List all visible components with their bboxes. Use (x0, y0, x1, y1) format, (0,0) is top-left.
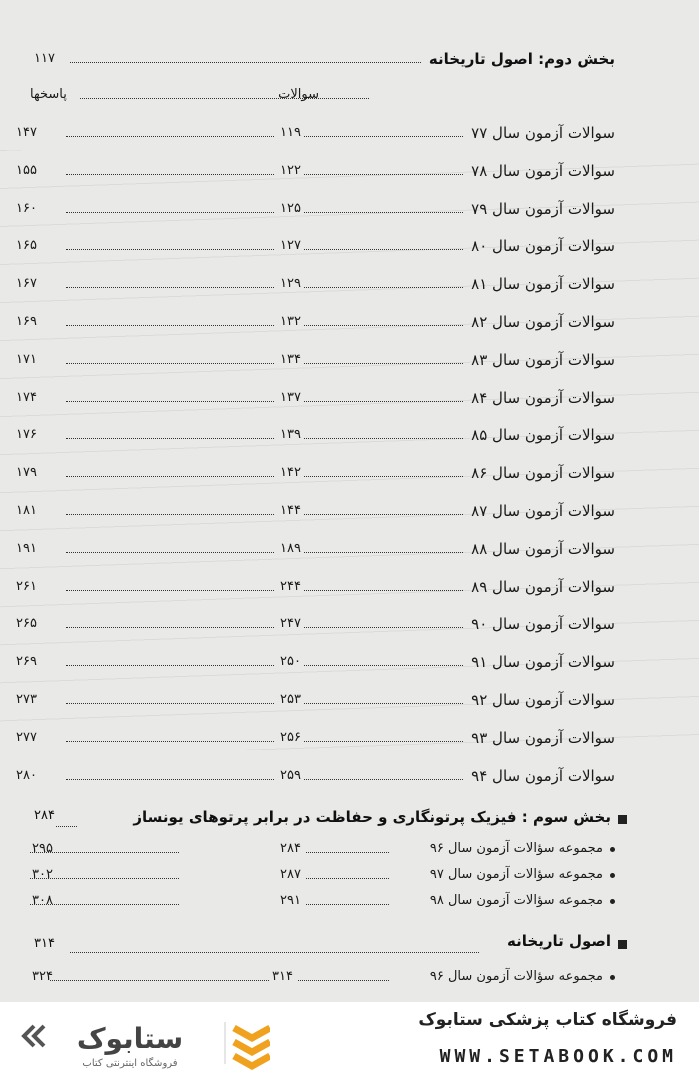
leader-dots (304, 438, 463, 439)
leader-dots (298, 980, 389, 981)
question-page: ۳۱۴ (272, 969, 293, 984)
leader-dots (66, 438, 274, 439)
answer-page: ۱۶۰ (16, 200, 37, 216)
leader-dots (66, 552, 274, 553)
question-page: ۲۸۴ (280, 841, 301, 856)
double-chevron-icon (24, 1026, 44, 1046)
leader-dots (66, 703, 274, 704)
answer-page: ۱۹۱ (16, 540, 37, 556)
leader-dots (304, 514, 463, 515)
dot-bullet-icon (610, 899, 615, 904)
question-page: ۱۲۷ (280, 238, 301, 254)
question-page: ۲۵۹ (280, 767, 301, 783)
exam-row (0, 307, 699, 337)
question-page: ۱۳۹ (280, 427, 301, 443)
answer-page: ۲۶۵ (16, 616, 37, 632)
entry-label: سوالات آزمون سال ۹۴ (471, 766, 615, 785)
col-questions-header: سوالات (278, 87, 319, 102)
leader-dots (50, 980, 269, 981)
section4-page: ۳۱۴ (34, 936, 55, 951)
entry-label: مجموعه سؤالات آزمون سال ۹۶ (429, 841, 603, 856)
question-page: ۲۵۳ (280, 692, 301, 707)
question-page: ۱۳۲ (280, 314, 301, 329)
answer-page: ۱۶۹ (16, 314, 37, 329)
question-page: ۲۴۷ (280, 616, 301, 632)
question-page: ۱۲۲ (280, 162, 301, 178)
entry-label: سوالات آزمون سال ۸۹ (471, 577, 615, 596)
entry-label: سوالات آزمون سال ۸۳ (471, 350, 615, 369)
exam-row (0, 496, 699, 526)
answer-page: ۱۷۶ (16, 427, 37, 443)
answer-page: ۱۷۱ (16, 351, 37, 367)
leader-dots (66, 287, 274, 288)
question-page: ۱۴۲ (280, 465, 301, 481)
leader-dots (304, 665, 463, 666)
leader-dots (304, 703, 463, 704)
leader-dots (80, 98, 369, 99)
entry-label: سوالات آزمون سال ۸۴ (471, 388, 615, 407)
section4-row (0, 962, 699, 992)
store-footer (0, 1002, 699, 1080)
leader-dots (306, 878, 389, 879)
answer-page: ۱۵۵ (16, 162, 37, 178)
leader-dots (70, 62, 421, 63)
answer-page: ۳۲۴ (32, 969, 53, 984)
exam-row (0, 685, 699, 715)
square-bullet-icon (618, 815, 627, 824)
section2-page: ۱۱۷ (34, 51, 55, 66)
exam-row (0, 231, 699, 261)
exam-row (0, 345, 699, 375)
leader-dots (66, 476, 274, 477)
entry-label: سوالات آزمون سال ۸۷ (471, 502, 615, 520)
logo-tagline: فروشگاه اینترنتی کتاب (82, 1058, 178, 1069)
leader-dots (304, 363, 463, 364)
entry-label: سوالات آزمون سال ۸۸ (471, 539, 615, 558)
question-page: ۱۲۹ (280, 276, 301, 292)
leader-dots (306, 852, 389, 853)
question-page: ۱۸۹ (280, 540, 301, 556)
dot-bullet-icon (610, 847, 615, 852)
leader-dots (304, 476, 463, 477)
dot-bullet-icon (610, 975, 615, 980)
exam-row (0, 723, 699, 753)
answer-page: ۱۶۷ (16, 276, 37, 292)
entry-label: سوالات آزمون سال ۸۰ (471, 237, 615, 256)
section2-heading (0, 44, 699, 74)
exam-row (0, 383, 699, 413)
chevron-icon (234, 1028, 270, 1066)
section3-page: ۲۸۴ (34, 808, 55, 823)
entry-label: سوالات آزمون سال ۸۵ (471, 426, 615, 445)
exam-row (0, 118, 699, 148)
setabook-logo[interactable] (20, 1014, 270, 1070)
entry-label: سوالات آزمون سال ۹۱ (471, 653, 615, 672)
leader-dots (56, 826, 77, 827)
answer-page: ۳۰۲ (32, 867, 53, 882)
logo-wordmark: ستابوک (76, 1022, 184, 1055)
leader-dots (66, 627, 274, 628)
exam-row (0, 572, 699, 602)
question-page: ۲۹۱ (280, 893, 301, 908)
store-url[interactable]: WWW.SETABOOK.COM (439, 1046, 677, 1067)
leader-dots (304, 174, 463, 175)
leader-dots (304, 136, 463, 137)
dot-bullet-icon (610, 873, 615, 878)
answer-page: ۲۹۵ (32, 841, 53, 856)
leader-dots (66, 514, 274, 515)
leader-dots (66, 590, 274, 591)
leader-dots (304, 325, 463, 326)
entry-label: سوالات آزمون سال ۷۷ (471, 124, 615, 142)
square-bullet-icon (618, 940, 627, 949)
exam-row (0, 194, 699, 224)
question-page: ۱۳۴ (280, 351, 301, 367)
exam-row (0, 269, 699, 299)
entry-label: سوالات آزمون سال ۸۱ (471, 275, 615, 294)
question-page: ۲۸۷ (280, 867, 301, 882)
entry-label: سوالات آزمون سال ۹۰ (471, 615, 615, 634)
answer-page: ۱۸۱ (16, 503, 37, 518)
column-headers (0, 80, 699, 110)
answer-page: ۲۷۷ (16, 729, 37, 745)
entry-label: سوالات آزمون سال ۸۲ (471, 313, 615, 331)
leader-dots (66, 136, 274, 137)
question-page: ۱۱۹ (280, 125, 301, 140)
store-name: فروشگاه کتاب پزشکی ستابوک (418, 1010, 677, 1030)
leader-dots (304, 779, 463, 780)
entry-label: سوالات آزمون سال ۹۲ (471, 691, 615, 709)
question-page: ۱۳۷ (280, 389, 301, 405)
leader-dots (306, 904, 389, 905)
answer-page: ۲۷۳ (16, 692, 37, 707)
leader-dots (66, 779, 274, 780)
leader-dots (304, 212, 463, 213)
answer-page: ۱۴۷ (16, 125, 37, 140)
entry-label: سوالات آزمون سال ۷۸ (471, 161, 615, 180)
answer-page: ۲۶۱ (16, 578, 37, 594)
question-page: ۱۲۵ (280, 200, 301, 216)
exam-row (0, 761, 699, 791)
leader-dots (66, 401, 274, 402)
leader-dots (70, 952, 479, 953)
answer-page: ۲۶۹ (16, 654, 37, 670)
leader-dots (304, 741, 463, 742)
question-page: ۱۴۴ (280, 503, 301, 518)
leader-dots (66, 174, 274, 175)
leader-dots (66, 741, 274, 742)
exam-row (0, 458, 699, 488)
question-page: ۲۵۰ (280, 654, 301, 670)
exam-row (0, 420, 699, 450)
entry-label: مجموعه سؤالات آزمون سال ۹۶ (429, 969, 603, 984)
section3-row (0, 886, 699, 916)
leader-dots (66, 363, 274, 364)
question-page: ۲۴۴ (280, 578, 301, 594)
exam-row (0, 156, 699, 186)
entry-label: مجموعه سؤالات آزمون سال ۹۸ (429, 893, 603, 908)
leader-dots (304, 287, 463, 288)
answer-page: ۱۶۵ (16, 238, 37, 254)
leader-dots (66, 249, 274, 250)
exam-row (0, 534, 699, 564)
section3-title: بخش سوم : فیزیک پرتونگاری و حفاظت در برابر پرتوهای یونساز (133, 808, 611, 826)
answer-page: ۱۷۴ (16, 389, 37, 405)
section4-title: اصول تاریخانه (507, 932, 611, 950)
leader-dots (66, 212, 274, 213)
exam-row (0, 647, 699, 677)
section2-title: بخش دوم: اصول تاریخانه (428, 50, 615, 68)
leader-dots (304, 552, 463, 553)
entry-label: مجموعه سؤالات آزمون سال ۹۷ (429, 867, 603, 882)
leader-dots (66, 665, 274, 666)
answer-page: ۲۸۰ (16, 767, 37, 783)
leader-dots (304, 627, 463, 628)
answer-page: ۳۰۸ (32, 893, 53, 908)
col-answers-header: پاسخها (30, 87, 67, 102)
leader-dots (66, 325, 274, 326)
leader-dots (304, 249, 463, 250)
answer-page: ۱۷۹ (16, 465, 37, 481)
entry-label: سوالات آزمون سال ۷۹ (471, 199, 615, 218)
exam-row (0, 609, 699, 639)
leader-dots (304, 401, 463, 402)
leader-dots (304, 590, 463, 591)
question-page: ۲۵۶ (280, 729, 301, 745)
entry-label: سوالات آزمون سال ۹۳ (471, 728, 615, 747)
entry-label: سوالات آزمون سال ۸۶ (471, 464, 615, 483)
